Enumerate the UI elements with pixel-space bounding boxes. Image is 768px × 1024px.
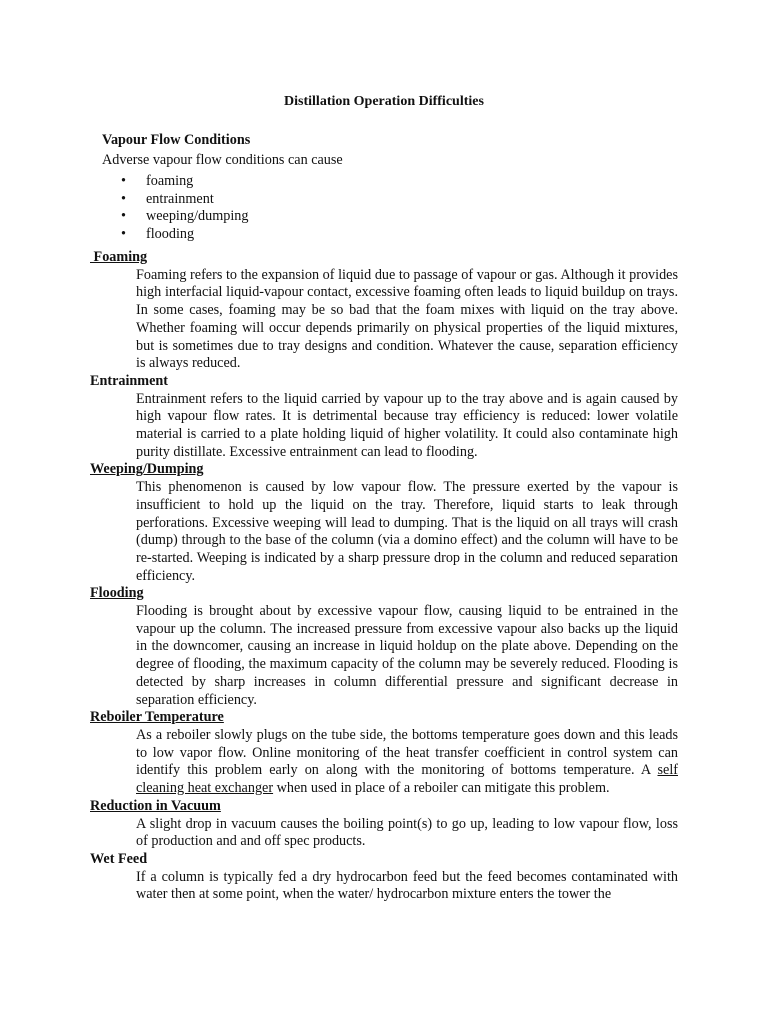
section-body (136, 727, 678, 798)
section-entrainment (90, 373, 678, 462)
section-foaming (90, 249, 678, 373)
section-heading: Foaming (90, 249, 148, 265)
bullet-text: foaming (146, 173, 194, 189)
document-title: Distillation Operation Difficulties (284, 94, 484, 109)
list-item (102, 208, 702, 226)
section-body: A slight drop in vacuum causes the boiling point(s) to go up, leading to low vapour flow, loss of production and and off spec products. (136, 815, 678, 850)
section-body: Entrainment refers to the liquid carried by vapour up to the tray above and is again caused by high vapour flow rates. It is detrimental because tray efficiency is reduced: lower volatile material is carried to a plate holding liquid of higher volatility. It could also contaminate high purity distillate. Excessive entrainment can lead to flooding. (136, 390, 678, 460)
list-item (102, 226, 702, 244)
bullet-text: entrainment (146, 190, 214, 207)
bullet-icon: • (121, 173, 126, 189)
section-heading: Entrainment (90, 372, 169, 389)
section-body: Foaming refers to the expansion of liquid due to passage of vapour or gas. Although it provides high interfacial liquid-vapour contact, excessive foaming often leads to liquid buildup on trays. In some cases, foaming may be so bad that the foam mixes with liquid on the tray above. Whether foaming will occur depends primarily on physical properties of the liquid mixtures, but is sometimes due to tray designs and condition. Whatever the cause, separation efficiency is always reduced. (136, 266, 678, 372)
section-weeping-dumping (90, 461, 678, 585)
bullet-list (102, 173, 702, 243)
list-item (102, 173, 702, 191)
section-body: This phenomenon is caused by low vapour flow. The pressure exerted by the vapour is insufficient to hold up the liquid on the tray. Therefore, liquid starts to leak through perforations. Excessive weeping will lead to dumping. That is the liquid on all trays will crash (dump) through to the base of the column (via a domino effect) and the column will have to be re-started. Weeping is indicated by a sharp pressure drop in the column and reduced separation efficiency. (136, 479, 678, 584)
bullet-icon: • (121, 225, 126, 242)
section-heading: Reboiler Temperature (90, 709, 224, 726)
section-flooding (90, 585, 678, 709)
section-heading: Weeping/Dumping (90, 461, 204, 478)
body-text: when used in place of a reboiler can mitigate this problem. (273, 780, 610, 797)
sections (90, 249, 678, 904)
bullet-text: flooding (146, 225, 195, 242)
section-reduction-in-vacuum (90, 798, 678, 851)
bullet-icon: • (121, 208, 126, 225)
vapour-flow-intro (102, 131, 702, 243)
section-wet-feed (90, 851, 678, 904)
section-body: Flooding is brought about by excessive vapour flow, causing liquid to be entrained in the vapour up the column. The increased pressure from excessive vapour also backs up the liquid in the downcomer, causing an increase in liquid holdup on the plate above. Depending on the degree of flooding, the maximum capacity of the column may be severely reduced. Flooding is detected by sharp increases in column differential pressure and significant decrease in separation efficiency. (136, 603, 678, 708)
intro-lead: Adverse vapour flow conditions can cause (102, 152, 343, 168)
bullet-icon: • (121, 190, 126, 207)
body-text: As a reboiler slowly plugs on the tube side, the bottoms temperature goes down and this leads to low vapor flow. Online monitoring of the heat transfer coefficient in control system can identify this problem early on along with the monitoring of bottoms temperature. A (136, 726, 678, 779)
bullet-text: weeping/dumping (146, 208, 249, 225)
section-heading: Reduction in Vacuum (90, 797, 221, 814)
section-body: If a column is typically fed a dry hydrocarbon feed but the feed becomes contaminated with water then at some point, when the water/ hydrocarbon mixture enters the tower the (136, 868, 678, 903)
section-heading: Flooding (90, 585, 144, 602)
section-heading: Wet Feed (90, 850, 148, 867)
intro-heading: Vapour Flow Conditions (102, 132, 251, 148)
self-cleaning-heat-exchanger-link[interactable]: self cleaning heat exchanger (136, 762, 678, 797)
list-item (102, 191, 702, 209)
section-reboiler-temperature (90, 709, 678, 798)
